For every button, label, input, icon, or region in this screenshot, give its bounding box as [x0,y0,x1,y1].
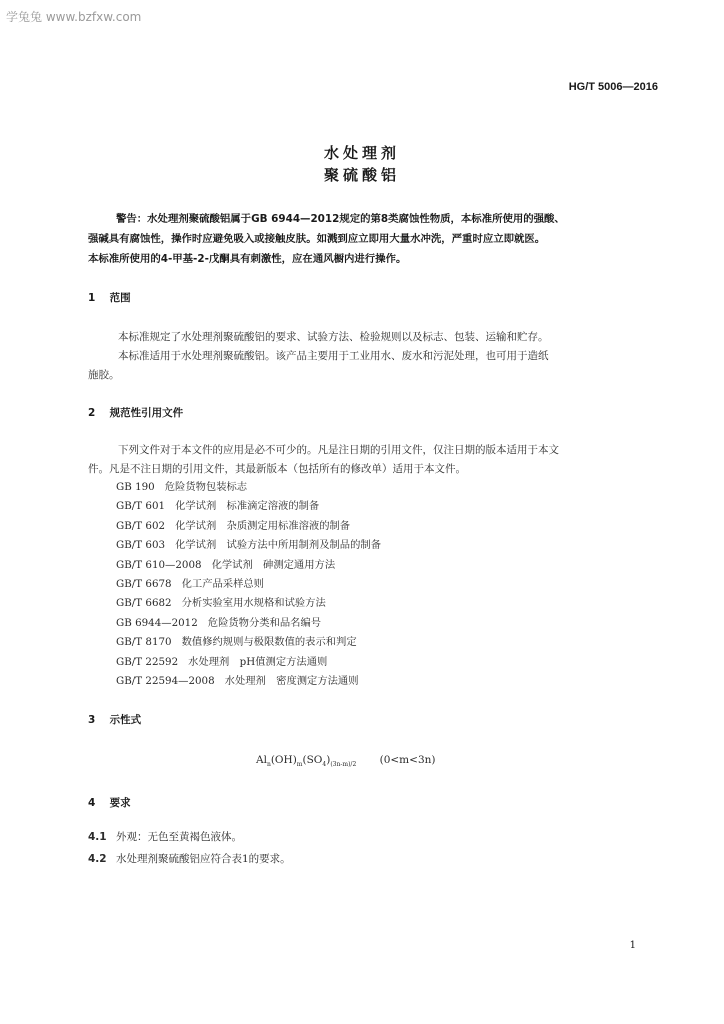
section-heading-references [88,405,183,420]
scope-paragraph [88,328,660,385]
formula-sub-n: n [266,761,271,769]
scope-line: 本标准适用于水处理剂聚硫酸铝。该产品主要用于工业用水、废水和污泥处理，也可用于造纸 [118,350,549,362]
formula-sub-exp: (3n-m)/2 [330,761,357,769]
reference-title: 水处理剂 密度测定方法通则 [224,675,359,688]
formula-close: ) [326,754,331,766]
intro-line: 下列文件对于本文件的应用是必不可少的。凡是注日期的引用文件，仅注日期的版本适用于本文 [118,444,559,456]
reference-code: GB/T 8170 [116,636,172,649]
reference-item [116,672,381,691]
section-title: 规范性引用文件 [109,407,184,419]
reference-code: GB 6944—2012 [116,616,198,629]
section-title: 范围 [109,292,131,304]
formula-al: Al [256,754,267,766]
requirement-number: 4.1 [88,831,107,843]
reference-item [116,497,381,516]
requirement-text: 外观：无色至黄褐色液体。 [116,831,242,843]
formula-oh: (OH) [270,754,297,766]
reference-code: GB/T 601 [116,500,166,513]
section-title: 要求 [109,797,131,809]
reference-title: 水处理剂 pH值测定方法通则 [188,655,328,668]
chemical-formula [256,754,435,768]
requirement-item [88,829,242,844]
reference-item [116,614,381,633]
reference-code: GB/T 22594—2008 [116,675,215,688]
references-intro [88,441,660,479]
section-number: 1 [88,292,96,304]
reference-item [116,594,381,613]
warning-line: 强碱具有腐蚀性，操作时应避免吸入或接触皮肤。如溅到应立即用大量水冲洗，严重时应立即就医。 [88,233,546,245]
reference-title: 危险货物包装标志 [164,481,248,493]
reference-code: GB/T 6678 [116,578,172,591]
reference-code: GB/T 6682 [116,597,172,610]
section-title: 示性式 [109,714,142,726]
reference-title: 数值修约规则与极限数值的表示和判定 [181,636,357,649]
requirement-text: 水处理剂聚硫酸铝应符合表1的要求。 [116,853,291,865]
reference-item [116,575,381,594]
reference-item [116,536,381,555]
warning-line: 本标准所使用的4-甲基-2-戊酮具有刺激性，应在通风橱内进行操作。 [88,253,407,265]
reference-title: 化学试剂 标准滴定溶液的制备 [175,500,320,513]
warning-line: 警告：水处理剂聚硫酸铝属于GB 6944—2012规定的第8类腐蚀性物质，本标准所使用的强酸、 [116,213,565,225]
formula-sub-4: 4 [322,761,327,769]
intro-line: 件。凡是不注日期的引用文件，其最新版本（包括所有的修改单）适用于本文件。 [88,463,466,475]
requirement-item [88,851,291,866]
reference-title: 分析实验室用水规格和试验方法 [181,597,326,610]
reference-code: GB/T 602 [116,519,166,532]
document-title-line1: 水处理剂 [323,144,400,162]
reference-code: GB/T 603 [116,539,166,552]
reference-title: 危险货物分类和品名编号 [207,616,322,629]
formula-condition: (0<m<3n) [379,754,436,766]
reference-title: 化学试剂 杂质测定用标准溶液的制备 [175,519,351,532]
section-number: 3 [88,714,96,726]
section-heading-formula [88,712,141,727]
reference-code: GB/T 610—2008 [116,558,202,571]
warning-paragraph [88,209,660,269]
scope-line: 施胶。 [88,369,120,381]
reference-title: 化学试剂 试验方法中所用制剂及制品的制备 [175,539,381,552]
formula-sub-m: m [296,761,303,769]
reference-item [116,633,381,652]
formula-so4: (SO [302,754,323,766]
section-heading-scope [88,290,131,305]
reference-item [116,653,381,672]
page-number: 1 [629,940,636,951]
reference-item [116,478,381,497]
reference-code: GB 190 [116,481,155,493]
watermark-text: 学兔兔 www.bzfxw.com [6,10,142,24]
requirement-number: 4.2 [88,853,107,865]
document-title-line2: 聚硫酸铝 [323,166,400,184]
section-number: 4 [88,797,96,809]
section-number: 2 [88,407,96,419]
reference-title: 化学试剂 砷测定通用方法 [211,558,336,571]
reference-code: GB/T 22592 [116,655,179,668]
reference-list [116,478,381,691]
section-heading-requirements [88,795,131,810]
reference-title: 化工产品采样总则 [181,578,264,591]
scope-line: 本标准规定了水处理剂聚硫酸铝的要求、试验方法、检验规则以及标志、包装、运输和贮存。 [118,331,549,343]
reference-item [116,556,381,575]
standard-code: HG/T 5006—2016 [568,81,658,93]
reference-item [116,517,381,536]
